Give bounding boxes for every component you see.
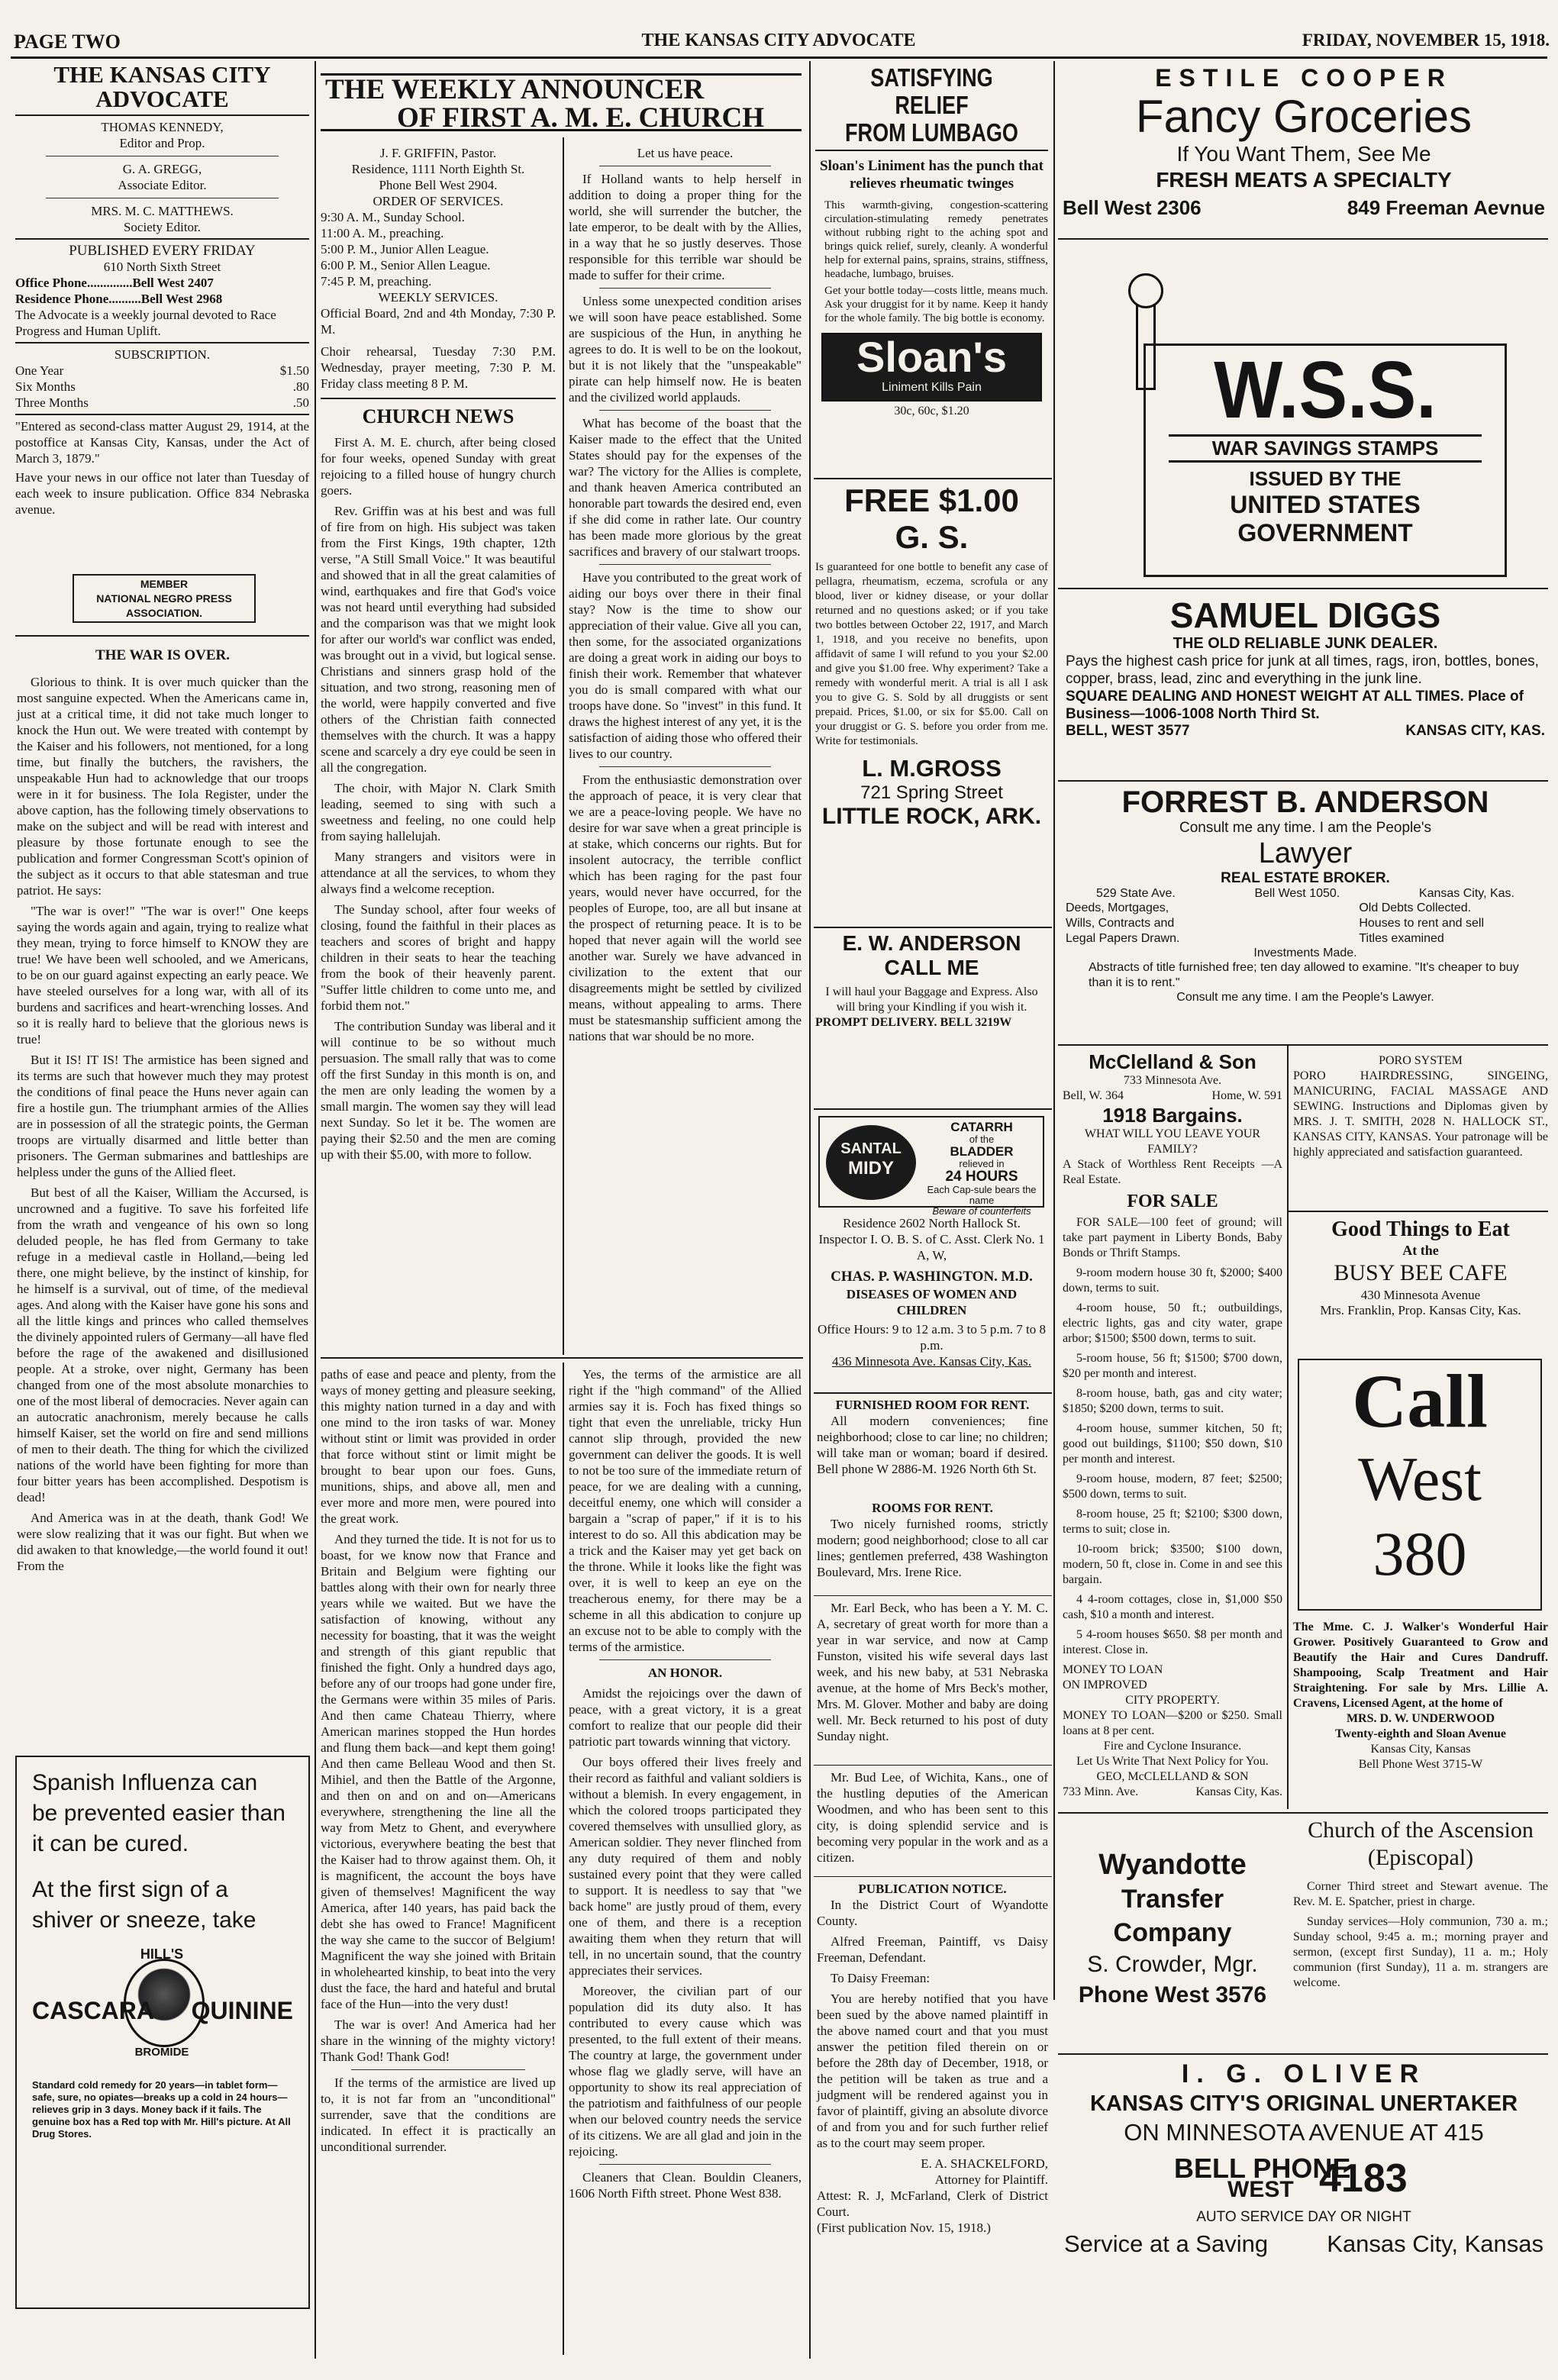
mcclelland-address: 733 Minnesota Ave. [1123,1074,1222,1087]
forrest-services [1066,901,1545,947]
church-title-line-2: OF FIRST A. M. E. CHURCH [397,102,765,134]
poro-body: PORO HAIRDRESSING, SINGEING, MANICURING, FACIAL MASSAGE AND SEWING. Instructions and Diplomas given by MRS. J. T. SMITH, 2028 N. HALLOCK ST., KANSAS CITY, KANSAS. Your patronage will be highly appreciated and satisfaction guaranteed. [1293,1069,1548,1159]
cooper-fresh: FRESH MEATS A SPECIALTY [1156,168,1452,192]
cooper-contact [1060,196,1548,220]
busy-bee-ad [1293,1217,1548,1339]
sale-item: 5-room house, 56 ft; $1500; $700 down, $20 per month and interest. [1063,1352,1282,1380]
divider [814,1876,1052,1877]
west-label: WEST [1227,2177,1294,2202]
forrest-investments: Investments Made. [1253,947,1357,959]
honor-paragraph: Moreover, the civilian part of our population did its duty also. It has contributed to every cause which was presented, to the full extent of their means. The country at large, the government under whose flag we gladly serve, will have an opportunity to show its real appreciation of the patriotism and faithfulness of our people when our beloved country needs the service of its citizens. We are all glad and join in the rejoicing. [569,1984,802,2159]
anderson-headline: E. W. ANDERSON CALL ME [842,931,1021,979]
editorial-item: Have you contributed to the great work of aiding our boys over there in their final stay? Now is the time to show our appreciation of their value. Give all you can, then some, for the associated organizations are doing a great work in aiding our boys to finish their work. Remember that whatever you do is small compared with what our troops have done. So "invest" in this fund. It draws the highest interest of any yet, it is the satisfaction of aiding those who offered their lives to our country. [569,570,802,761]
article-paragraph: "The war is over!" "The war is over!" One keeps saying the words again and again, trying to realize what they mean, trying to force himself to KNOW they are true! We have been well schooled, and we Americans, to be on our guard against expecting an early peace. We have steeled ourselves for a long war, with all of its burdens and sacrifices and heart-wrenching losses. And so it is really hard to believe that the glorious news is true! [17,904,308,1046]
west-label: West [1358,1444,1482,1514]
colophon-title: THE KANSAS CITY ADVOCATE [53,61,271,112]
lee-notice [817,1769,1048,1876]
service-item: 11:00 A. M., preaching. [321,226,444,240]
forrest-broker: REAL ESTATE BROKER. [1221,870,1390,886]
for-sale-heading: FOR SALE [1127,1192,1218,1211]
divider [1058,2053,1548,2055]
sale-item: 4 4-room cottages, close in, $1,000 $50 cash, $10 a month and interest. [1063,1593,1282,1621]
publication-court: In the District Court of Wyandotte County. [817,1898,1048,1928]
forrest-abstracts: Abstracts of title furnished free; ten day allowed to examine. "It's cheaper to buy than it is to rent." [1089,961,1519,989]
santal-text: 24 HOURS [945,1169,1018,1185]
publication-notice [817,1881,1048,2354]
wyandotte-line-1: Wyandotte [1098,1849,1247,1881]
diggs-kc: KANSAS CITY, KAS. [1405,723,1545,739]
midy-label: MIDY [848,1158,894,1179]
church-news-paragraph: The choir, with Major N. Clark Smith leading, seemed to sing with such a sweetness and feeling, no one could help from saying hallelujah. [321,781,556,843]
article-paragraph: And America was in at the death, thank God! We were slow realizing that it was our fight. But when we did awaken to that knowledge,—the world found it out! From the [17,1511,308,1573]
washington-address: 436 Minnesota Ave. Kansas City, Kas. [831,1354,1032,1369]
wss-us: UNITED STATES [1230,491,1421,518]
call-west-380-ad [1298,1359,1542,1611]
sloans-body-2: Get your bottle today—costs little, means much. Ask your druggist for it by name. Keep it handy for the whole family. The big bottle is economy. [824,285,1048,324]
santal-midy-ad [818,1116,1044,1217]
ad-line: At the first sign of a [32,1877,228,1902]
service: Legal Papers Drawn. [1066,932,1180,945]
divider [1058,1044,1548,1046]
weekly-journal-note: The Advocate is a weekly journal devoted to Race Progress and Human Uplift. [15,308,276,338]
cooper-phone: Bell West 2306 [1063,196,1202,219]
church-news-heading: CHURCH NEWS [362,405,514,427]
mcclelland-phones [1063,1088,1282,1104]
ascension-body: Corner Third street and Stewart avenue. The Rev. M. E. Spatcher, priest in charge. [1293,1880,1548,1908]
ad-line: shiver or sneeze, take [32,1908,256,1933]
divider [15,342,309,343]
service-item: 6:00 P. M., Senior Allen League. [321,258,491,273]
divider [814,478,1052,479]
divider [814,927,1052,928]
publication-role: Attorney for Plaintiff. [934,2172,1048,2187]
brand-left: CASCARA [32,1997,154,2024]
walker-underwood: MRS. D. W. UNDERWOOD [1346,1712,1495,1725]
cooper-address: 849 Freeman Aevnue [1347,196,1545,219]
rooms-body: Two nicely furnished rooms, strictly modern; good neighborhood; close to all car lines; gentlemen preferred, 438 Washington Boulevard, Mrs. Irene Rice. [817,1517,1048,1579]
busy-bee-address: 430 Minnesota Avenue [1360,1288,1481,1302]
forrest-consult: Consult me any time. I am the People's [1179,820,1431,836]
divider [1289,1211,1548,1212]
article-paragraph: And they turned the tide. It is not for us to boast, for we know now that France and Britain and Belgium were fighting our battles along with their own for nearly three years while we waited. But we have the satisfaction of knowing, without any necessity for boasting, that it was the weight and strength of this giant republic that finished the fight. Only a hundred days ago, before any of our troops had gone under fire, the Germans were within 35 miles of Paris. And then came Chateau Thierry, where American marines stopped the Hun hordes and flung them back—and kept them going! And then came Belleau Wood and then St. Mihiel, and then the Battle of the Argonne, and then on and on and on—Americans everywhere, strengthening the line all the way from Metz to Ghent, and everywhere victorious, everywhere beating the best that the Kaiser had to throw against them. Oh, it is magnificent, the account the boys have given of themselves! Magnificent the way America, after 140 years, has paid back the debt she has owed to France! Magnificent the way she came to the succor of Belgium! Magnificent the way she joined with Britain in wholehearted kinship, to beat into the very dust the face, the hard and hateful and brutal face of the Hun—into the very dust! [321,1532,556,2011]
divider [599,564,771,565]
hills-logo [32,1946,293,2066]
church-news-paragraph: Many strangers and visitors were in attendance at all the services, to whom they always find a welcome reception. [321,850,556,896]
divider [815,150,1048,151]
sale-item: 4-room house, 50 ft.; outbuildings, electric lights, gas and city water, grape arbor; $1500; $500 down, terms to suit. [1063,1301,1282,1345]
diggs-sub: THE OLD RELIABLE JUNK DEALER. [1173,635,1438,652]
street: 733 Minn. Ave. [1063,1785,1139,1798]
forrest-phone: Bell West 1050. [1254,887,1340,900]
column-rule-4 [1287,1046,1289,1809]
gross-city: LITTLE ROCK, ARK. [821,804,1042,829]
free-gs-headline: FREE $1.00 G. S. [844,482,1019,555]
loan-line: ON IMPROVED [1063,1679,1147,1691]
sale-item: FOR SALE—100 feet of ground; will take part payment in Liberty Bonds, Baby Bonds or Thrift Stamps. [1063,1216,1282,1259]
column-rule-1 [315,61,316,2359]
beck-notice [817,1600,1048,1764]
service: Titles examined [1359,932,1444,945]
washington-name: CHAS. P. WASHINGTON. M.D. [831,1269,1033,1285]
war-over-continued [321,1366,556,2359]
busy-bee-name: BUSY BEE CAFE [1334,1260,1508,1285]
sloans-subhead: Sloan's Liniment has the punch that relieves rheumatic twinges [820,158,1044,192]
santal-text: BLADDER [950,1144,1014,1159]
church-services [321,145,556,1355]
divider [351,2069,525,2070]
divider [599,410,771,411]
diggs-contact [1066,723,1545,740]
beck-text: Mr. Earl Beck, who has been a Y. M. C. A, secretary of great worth for more than a year in war service, and now at Camp Funston, visited his wife several days last week, and his new baby, at 531 Nebraska avenue, at the home of Mrs Beck's mother, Mrs. M. Glover. Mother and baby are doing well. Mr. Beck returned to his post of duty Sunday night. [817,1601,1048,1743]
brand-sub: BROMIDE [134,2046,189,2059]
diggs-square: SQUARE DEALING AND HONEST WEIGHT AT ALL TIMES. Place of Business—1006-1008 North Third St. [1066,689,1524,722]
wss-big: W.S.S. [1214,345,1437,435]
editorial-column [569,145,802,1355]
free-gs-ad [815,482,1048,971]
rooms-title: ROOMS FOR RENT. [872,1501,993,1515]
news-deadline-note: Have your news in our office not later than Tuesday of each week to insure publication. Office 834 Nebraska avenue. [15,470,309,517]
santal-right [921,1121,1043,1217]
page-number: PAGE TWO [14,31,121,53]
divider [599,288,771,289]
ascension-title: Church of the Ascension (Episcopal) [1308,1817,1534,1870]
santal-text: Beware of counterfeits [932,1205,1031,1217]
oliver-auto: AUTO SERVICE DAY OR NIGHT [1196,2209,1411,2225]
article-paragraph: But best of all the Kaiser, William the Accursed, is uncrowned and a fugitive. To save his forfeited life from the wrath and vengeance of his own so long deluded people, he has fled from Germany to take refuge in a medieval castle in Holland,—being led there, one might believe, by the instinct of kinship, for he himself is a survival, out of time, of the medieval ages. And along with the Kaiser have gone his sons and all the little kings and princes who called themselves the divinely appointed rulers of Germany—all have fled before the rage of the awakened and disillusioned people. At a stroke, over night, Germany has been changed from one of the most absolute monarchies to one of the most liberal of democracies. Never again can an autocratic anachronism, merely because he calls himself Kaiser, set the world on fire and send millions of men to their death. The thing for which the civilized nations of the world have been fighting for more than four bitter years has been accomplished. Despotism is dead! [17,1185,308,1504]
sloans-prices: 30c, 60c, $1.20 [894,405,969,418]
sale-item: 8-room house, bath, gas and city water; $1850; $200 down, terms to suit. [1063,1387,1282,1415]
ascension-ad [1293,1817,1548,2069]
diggs-bell: BELL, WEST 3577 [1066,723,1190,739]
forrest-street: 529 State Ave. [1096,887,1176,900]
church-news-paragraph: The Sunday school, after four weeks of closing, found the faithful in their places as teachers and scores of bright and happy children in their seats to hear the teaching from the book of their heavenly parent. "Suffer little children to come unto me, and forbid them not." [321,902,556,1013]
phone: Bell, W. 364 [1063,1089,1124,1102]
wyandotte-line-2: Transfer Company [1113,1885,1232,1947]
busy-bee-line-1: Good Things to Eat [1331,1217,1510,1241]
santal-capsule-icon [826,1125,916,1200]
sale-item: 8-room house, 25 ft; $2100; $300 down, terms to suit; close in. [1063,1508,1282,1536]
sale-item: 9-room house, modern, 87 feet; $2500; $500 down, terms to suit. [1063,1472,1282,1501]
forrest-services-right [1359,901,1484,947]
divider [1058,238,1548,240]
sale-item: 10-room brick; $3500; $100 down, modern, 50 ft, close in. Come in and see this bargain. [1063,1543,1282,1586]
article-paragraph: The war is over! And America had her share in the winning of the mighty victory! Thank God! Thank God! [321,2017,556,2064]
oliver-phone [1060,2148,1548,2203]
service: Wills, Contracts and [1066,917,1175,930]
forrest-anderson-ad [1066,785,1545,1044]
service: Old Debts Collected. [1359,901,1472,914]
oliver-title: KANSAS CITY'S ORIGINAL UNERTAKER [1089,2091,1518,2116]
member-label: MEMBER [140,578,189,590]
forrest-name: FORREST B. ANDERSON [1121,785,1489,819]
published-every-friday: PUBLISHED EVERY FRIDAY [69,243,256,259]
wyandotte-transfer-ad [1060,1847,1285,2023]
washington-residence: Residence 2602 North Hallock St. [843,1216,1021,1230]
pastor: J. F. GRIFFIN, Pastor. [379,146,497,160]
santal-text: CATARRH [950,1120,1013,1134]
publication-title: PUBLICATION NOTICE. [858,1882,1007,1896]
divider [599,2164,771,2165]
rooms-for-rent-ad [817,1500,1048,1595]
society-editor-name: MRS. M. C. MATTHEWS. [91,204,234,218]
service-item: 7:45 P. M, preaching. [321,274,432,289]
washington-inspector: Inspector I. O. B. S. of C. Asst. Clerk No. 1 A, W, [818,1232,1045,1263]
cooper-title: Fancy Groceries [1135,91,1473,142]
church-news-paragraph: First A. M. E. church, after being closed for four weeks, opened Sunday with great rejoicing to a filled house of hungry church goers. [321,435,556,498]
mcclelland-signature-address [1063,1785,1282,1800]
publication-body: You are hereby notified that you have been sued by the above named plaintiff in the above named court and that you must answer the petition filed therein on or before the 28th day of December, 1918, or the petition will be taken as true and a judgment will be rendered against you in favor of plaintiff, giving an absolute divorce of and from you and for such further relief as to the court may seem proper. [817,1991,1048,2150]
divider [321,1357,803,1359]
church-heading [321,73,802,134]
editorial-item: Let us have peace. [637,146,734,160]
church-news-paragraph: Rev. Griffin was at his best and was full of fire from on high. His subject was taken from the First Kings, 19th chapter, 12th verse, "A Still Small Voice." It was beautiful and showed that in all the great calamities of wind, earthquakes and fire that God's voice was not heard until everything had subsided and the comparison was that we might look for after our world's war conflict was ended, was brought out in a vivid, but logical sense. Christians and sinners grasp hold of the situation, and two strong, reasoning men of the world, were happily converted and five others of the Christian faith connected themselves with the church. It was a happy scene and scarcely a dry eye could be seen in all the congregation. [321,504,556,775]
wss-gov: GOVERNMENT [1237,519,1413,547]
wyandotte-line-4: Phone West 3576 [1078,1982,1267,2008]
divider [814,1392,1052,1394]
bell-phone-label: BELL PHONE [1174,2153,1351,2184]
washington-specialty: DISEASES OF WOMEN AND CHILDREN [846,1287,1018,1317]
insurance-line: Fire and Cyclone Insurance. [1103,1740,1242,1753]
service-item: 5:00 P. M., Junior Allen League. [321,242,489,256]
service-item: 9:30 A. M., Sunday School. [321,210,465,224]
divider [15,414,309,415]
column-rule-2 [809,61,811,2359]
sale-item: 5 4-room houses $650. $8 per month and interest. Close in. [1063,1628,1282,1656]
anderson-body: I will haul your Baggage and Express. Also will bring your Kindling if you wish it. [825,985,1038,1014]
wss-band: WAR SAVINGS STAMPS [1169,434,1482,463]
diggs-body: Pays the highest cash price for junk at all times, rags, iron, bottles, bones, copper, brass, lead, zinc and everything in the junk line. [1066,653,1539,687]
walker-ad [1293,1620,1548,1803]
column-rule-3 [1053,61,1055,2000]
divider [15,114,309,116]
honor-heading: AN HONOR. [647,1666,723,1680]
oliver-footer [1060,2230,1548,2258]
editor-name: THOMAS KENNEDY, [101,120,224,134]
column-rule-lower [563,1363,564,2355]
free-gs-body: Is guaranteed for one bottle to benefit any case of pellagra, rheumatism, eczema, scrofula or any blood, liver or kidney disease, or your dollar returned and no questions asked; or if you take two bottles between October 22, 1917, and March 1, 1918, and you receive no benefits, upon affidavit of same I will refund to you your $2.00 and give you $1.00 free. Why experiment? Take a remedy with wonderful merit. A trial is all I ask you to give G. S. Sold by all druggists or sent prepaid. Prices, $1.00, or six for $5.00. Call on your druggist or G. S. before you order from me. Write for testimonials. [815,561,1048,747]
subscription-row: Six Months .80 [15,379,309,394]
loan-line: CITY PROPERTY. [1125,1694,1220,1707]
loan-line: MONEY TO LOAN—$200 or $250. Small loans at 8 per cent. [1063,1709,1282,1737]
honor-paragraph: Amidst the rejoicings over the dawn of peace, with a great victory, it is a great comfort to realize that our people did their patriotic part towards winning that victory. [569,1686,802,1749]
divider [15,635,309,637]
anderson-hauling-ad [815,931,1048,1107]
oliver-undertaker-ad [1060,2058,1548,2356]
oliver-kc: Kansas City, Kansas [1327,2230,1543,2257]
sloans-body: This warmth-giving, congestion-scattering circulation-stimulating remedy penetrates without rubbing right to the aching spot and brings quick relief, surely, cleanly. A wonderful help for external pains, sprains, strains, stiffness, headache, lumbago, bruises. [824,199,1048,280]
issue-date: FRIDAY, NOVEMBER 15, 1918. [1302,31,1550,50]
oliver-phone-number: 4183 [1319,2156,1408,2201]
wss-ad [1060,243,1548,586]
washington-hours: Office Hours: 9 to 12 a.m. 3 to 5 p.m. 7 to 8 p.m. [817,1322,1047,1353]
divider [1058,588,1548,589]
colophon [15,63,309,566]
poro-title: PORO SYSTEM [1379,1054,1463,1067]
associate-editor-name: G. A. GREGG, [122,162,202,176]
sloans-headline: SATISFYING RELIEF FROM LUMBAGO [845,63,1018,147]
washington-ad [815,1215,1048,1391]
weekly-services-text: Official Board, 2nd and 4th Monday, 7:30 P. M. [321,306,556,337]
editorial-item: From the enthusiastic demonstration over the approach of peace, it is very clear that we are a peace-loving people. We have no desire for war save when a great principle is at stake, which concerns our rights. But for insolent autocracy, the terrible conflict which has been raging for the past four years, would never have occurred, for the peoples of Europe, too, are all but insane at the prospect of returning peace. It is to be hoped that never again will the world see another war. Surely we have advanced in civilization to the extent that our disagreements might be settled by civilized means, without appealing to arms. There must be statesmanship sufficient among the nations that war should be no more. [569,772,802,1043]
associate-editor-role: Associate Editor. [118,178,207,192]
cooper-name: ESTILE COOPER [1155,64,1453,92]
wss-stamp [1144,343,1507,577]
cooper-ad [1060,64,1548,236]
publication-to: To Daisy Freeman: [831,1971,931,1985]
ad-fine-print: Standard cold remedy for 20 years—in tablet form—safe, sure, no opiates—breaks up a cold in 24 hours—relieves grip in 3 days. Money back if it fails. The genuine box has a Red top with Mr. Hill's picture. At All Drug Stores. [32,2079,291,2140]
furnished-room-title: FURNISHED ROOM FOR RENT. [835,1398,1030,1412]
walker-city: Kansas City, Kansas [1370,1743,1471,1756]
furnished-room-body: All modern conveniences; fine neighborhood; close to car line; no children; will take man or woman; board if desired. Bell phone W 2886-M. 1926 North 6th St. [817,1414,1048,1476]
wss-issued: ISSUED BY THE [1249,467,1402,490]
divider [321,398,556,399]
sale-item: 4-room house, summer kitchen, 50 ft; good out buildings, $1100; $50 down, $10 per month and interest. [1063,1422,1282,1466]
call-label: Call [1352,1359,1488,1443]
ad-line: Spanish Influenza can [32,1770,258,1795]
article-paragraph: Glorious to think. It is over much quicker than the most sanguine expected. When the Americans came in, just at a critical time, it did not take much longer to knock the Hun out. We were treated with contempt by the Kaiser and his followers, not mentioned, for a long time, but finally the butchers, the ravishers, the unspeakable Hun had to acknowledge that our troops were in it for business. The Iola Register, under the above caption, has the following timely observations to make on the subject and will be read with interest and pleasure by those fortunate enough to see the publication and former Congressman Scott's opinion of the subject as it occurs to that able statesman and true patriot. He says: [17,675,308,898]
subscription-heading: SUBSCRIPTION. [114,347,211,362]
sloans-logo-text: Sloan's [856,333,1007,381]
editorial-item: If Holland wants to help herself in addition to doing a proper thing for the world, she will surrender the butcher, the late emperor, to be dealt with by the Allies, in a way that he so justly deserves. Those responsible for this terrible war should be made to suffer for their crime. [569,172,802,282]
busy-bee-prop: Mrs. Franklin, Prop. Kansas City, Kas. [1320,1303,1521,1317]
pastor-phone: Phone Bell West 2904. [379,178,498,192]
diggs-ad [1066,595,1545,779]
wyandotte-line-3: S. Crowder, Mgr. [1087,1952,1258,1977]
gross-street: 721 Spring Street [860,782,1003,803]
article-paragraph: If the terms of the armistice are lived up to, it is not far from an "unconditional" surrender, save that the conditions are indicated. In effect it is practically an unconditional surrender. [321,2075,556,2154]
masthead-rule [11,56,1547,59]
hills-name: HILL'S [140,1946,184,1962]
divider [599,1659,771,1660]
article-paragraph: But it IS! IT IS! The armistice has been signed and its terms are such that however much they may protest the conditions of final peace the Huns never again can fire a hostile gun. The triumphant armies of the Allies are in possession of all the strategic points, the German troops are virtually disarmed and little better than prisoners. The German submarines and battleships are helpless under the guns of the Allied fleet. [17,1053,308,1179]
walker-address: Twenty-eighth and Sloan Avenue [1335,1727,1506,1740]
office-address: 610 North Sixth Street [103,260,221,274]
walker-phone: Bell Phone West 3715-W [1358,1758,1483,1771]
loan-line: MONEY TO LOAN [1063,1663,1163,1676]
divider [814,1108,1052,1110]
press-association-badge [73,574,256,623]
forrest-consult-2: Consult me any time. I am the People's Lawyer. [1176,991,1434,1004]
busy-bee-line-2: At the [1402,1243,1439,1258]
city: Kansas City, Kas. [1195,1785,1282,1798]
sloans-logo [821,333,1042,402]
mcclelland-question: WHAT WILL YOU LEAVE YOUR FAMILY? [1084,1127,1261,1156]
column-rule-church [563,137,564,1355]
phone: Home, W. 591 [1211,1089,1282,1102]
article-title: THE WAR IS OVER. [95,647,230,663]
editor-role: Editor and Prop. [119,136,205,150]
subscription-row: Three Months .50 [15,395,309,410]
lee-text: Mr. Bud Lee, of Wichita, Kans., one of the hustling deputies of the American Woodmen, and who has been sent to this city, is doing splendid service and is becoming very popular in the work and as a citizen. [817,1770,1048,1865]
divider [1058,780,1548,782]
editorial-item: What has become of the boast that the Kaiser made to the effect that the United States should pay for the expenses of the war? The victory for the Allies is complete, and thank heaven America contributed an honorable part towards the desired end, even if she did come in rather late. Our country has been made more glorious by the great sacrifices and bravery of our stalwart troops. [569,416,802,559]
publication-case: Alfred Freeman, Paintiff, vs Daisy Freeman, Defendant. [817,1934,1048,1965]
mcclelland-name: McClelland & Son [1089,1050,1256,1073]
editorial-item: Unless some unexpected condition arises we will soon have peace established. Some are suspicious of the Hun, in anything he agrees to do. It is well to be on the lookout, but it is not likely that the "unspeakable" pirate can help himself now. He is beaten and the civilized world applauds. [569,294,802,405]
pastor-residence: Residence, 1111 North Eighth St. [351,162,525,176]
member-org-suffix: ASSOCIATION. [125,607,203,619]
sloans-logo-sub: Liniment Kills Pain [882,381,982,394]
gross-name: L. M.GROSS [862,755,1002,782]
office-phone: Office Phone..............Bell West 2407 [15,276,214,290]
anderson-prompt: PROMPT DELIVERY. BELL 3219W [815,1016,1012,1029]
church-title-line-1: THE WEEKLY ANNOUNCER [325,74,705,105]
society-editor-role: Society Editor. [123,220,202,234]
church-news-paragraph: The contribution Sunday was liberal and it will continue to be so without much persuasion. The small rally that was to come off the first Sunday in this month is on, and the men are only leading the women by a small margin. The women say they will lead next Sunday. So let it be. The women are paying their $2.50 and the men are coming up with their $5.00, with more to follow. [321,1019,556,1162]
divider [814,1765,1052,1766]
residence-phone: Residence Phone..........Bell West 2968 [15,292,223,306]
forrest-address-row [1066,887,1545,901]
mcclelland-signature: GEO, McCLELLAND & SON [1096,1770,1249,1783]
oliver-avenue: ON MINNESOTA AVENUE AT 415 [1124,2119,1484,2146]
entered-notice: "Entered as second-class matter August 29, 1914, at the postoffice at Kansas City, Kansas, under the Act of March 3, 1879." [15,419,309,466]
oliver-saving: Service at a Saving [1064,2230,1269,2257]
phone-number: 380 [1373,1519,1467,1588]
article-paragraph: Yes, the terms of the armistice are all right if the "high command" of the Allied armies say it is. Foch has fixed things so tight that even the unreliable, tricky Hun cannot slip through, provided the new government can deliver the goods. It is well to not be too sure of the immediate return of peace, for we are dealing with a cunning, deceitful enemy, one which will consider a bargain a "scrap of paper," if it is to his interest to do so. All this abdication may be a trick and the Kaiser may yet get back on the throne. While it looks like the fight was over, it is well to keep an eye on the treacherous enemy, for there may be a scheme in all this abdication to conjure up an excuse not to be able to comply with the terms of the armistice. [569,1367,802,1654]
mcclelland-bargains: 1918 Bargains. [1102,1104,1243,1127]
ad-line: it can be cured. [32,1831,189,1856]
war-is-over-article [17,643,308,1753]
poro-system-ad [1293,1053,1548,1206]
article-paragraph: paths of ease and peace and plenty, from the ways of money getting and pleasure seeking, this mighty nation turned in a day and with one mind to the iron tasks of war. Money without stint or limit was provided in order that force without stint or limit might be brought to bear upon our foes. Guns, munitions, ships, and above all, men and ever more and more men, were poured into the great work. [321,1367,556,1526]
divider [814,1595,1052,1596]
divider [1058,1812,1548,1814]
choir-schedule: Choir rehearsal, Tuesday 7:30 P.M. Wednesday, prayer meeting, 7:30 P. M. Friday class meeting 8 P. M. [321,344,556,391]
brand-right: QUININE [191,1997,293,2024]
ascension-services: Sunday services—Holy communion, 730 a. m.; Sunday school, 9:45 a. m.; morning prayer and sermon, (except first Sunday), 11 a. m.; Holy communion (first Sunday), 11 a. m. strangers are welcome. [1293,1915,1548,1989]
santal-label: SANTAL [840,1140,902,1157]
diggs-name: SAMUEL DIGGS [1169,595,1441,635]
mcclelland-ad [1063,1050,1282,1814]
publication-attest: Attest: R. J, McFarland, Clerk of District Court. [817,2188,1048,2219]
forrest-lawyer: Lawyer [1258,837,1353,869]
cooper-want: If You Want Them, See Me [1176,142,1431,166]
divider [15,238,309,240]
santal-text: Each Cap-sule bears the name [927,1184,1037,1206]
publication-first: (First publication Nov. 15, 1918.) [817,2220,991,2235]
publication-signature: E. A. SHACKELFORD, [921,2156,1048,2171]
divider [599,766,771,767]
ad-line: be prevented easier than [32,1801,285,1826]
service: Deeds, Mortgages, [1066,901,1169,914]
sale-item: 9-room modern house 30 ft, $2000; $400 down, terms to suit. [1063,1266,1282,1295]
santal-text: of the [969,1134,995,1145]
mcclelland-stack: A Stack of Worthless Rent Receipts —A Real Estate. [1063,1158,1282,1186]
policy-line: Let Us Write That Next Policy for You. [1076,1755,1269,1768]
order-of-services-heading: ORDER OF SERVICES. [373,194,504,208]
sloans-ad [815,64,1048,476]
service: Houses to rent and sell [1359,917,1484,930]
member-org: NATIONAL NEGRO PRESS [96,592,232,605]
forrest-city: Kansas City, Kas. [1418,887,1514,900]
cleaners-notice: Cleaners that Clean. Bouldin Cleaners, 1606 North Fifth street. Phone West 838. [569,2170,802,2201]
forrest-services-left [1066,901,1179,947]
weekly-services-heading: WEEKLY SERVICES. [378,290,498,305]
furnished-room-ad [817,1397,1048,1500]
honor-paragraph: Our boys offered their lives freely and their record as faithful and valiant soldiers is without a blemish. In every engagement, in which the colored troops participated they covered themselves with unsullied glory, as American soldier. They never flinched from any duty required of them and nobly sustained every point that they were called to support. It is needless to say that "we back home" are justly proud of them, every one of them, and there is a reception awaiting them when they return that will tell, in no uncertain sound, that the country appreciates their services. [569,1755,802,1978]
paper-name: THE KANSAS CITY ADVOCATE [641,31,916,50]
influenza-ad [15,1756,310,2309]
oliver-name: I. G. OLIVER [1181,2059,1427,2088]
santal-text: relieved in [959,1158,1005,1169]
walker-body: The Mme. C. J. Walker's Wonderful Hair Grower. Positively Guaranteed to Grow and Beautify the Hair and Cures Dandruff. Shampooing, Scalp Treatment and Hair Straightening. For sale by Mrs. Lillie A. Cravens, Licensed Agent, at the home of [1293,1621,1548,1710]
subscription-row: One Year $1.50 [15,363,309,378]
armistice-and-honor [569,1366,802,2359]
